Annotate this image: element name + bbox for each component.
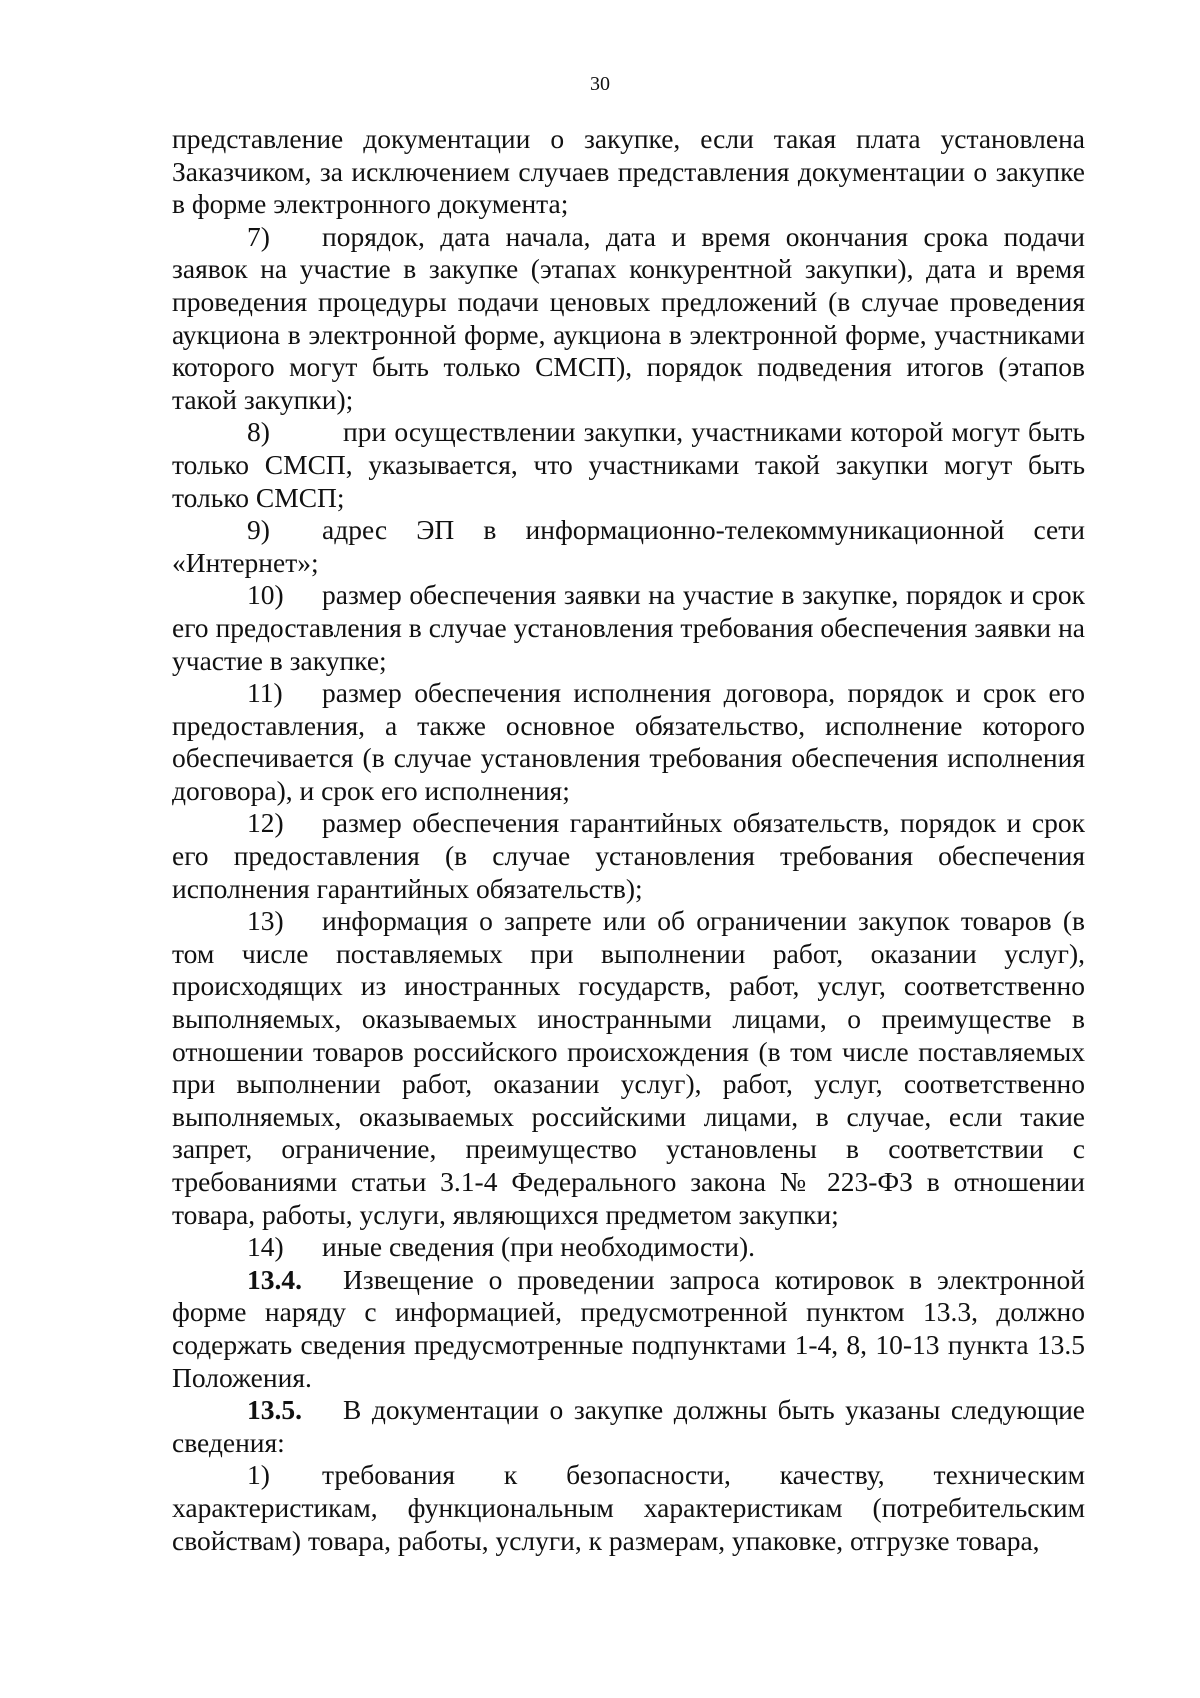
clause-number: 13.4. xyxy=(247,1263,302,1295)
list-item-14 xyxy=(172,1231,1085,1264)
list-item-number: 14) xyxy=(247,1231,284,1263)
paragraph-text: представление документации о закупке, если такая плата установлена Заказчиком, за исключением случаев представления документации о закупке в форме электронного документа; xyxy=(172,123,1085,220)
clause-text: В документации о закупке должны быть указаны следующие сведения: xyxy=(172,1394,1085,1458)
clause-13-4 xyxy=(172,1264,1085,1394)
paragraph-continuation xyxy=(172,123,1085,221)
list-item-text: требования к безопасности, качеству, техническим характеристикам, функциональным характеристикам (потребительским свойствам) товара, работы, услуги, к размерам, упаковке, отгрузке товара, xyxy=(172,1459,1085,1556)
list-item-text: иные сведения (при необходимости). xyxy=(322,1231,756,1263)
list-item-13 xyxy=(172,905,1085,1231)
list-item-text: адрес ЭП в информационно-телекоммуникационной сети «Интернет»; xyxy=(172,514,1085,578)
list-item-text: размер обеспечения исполнения договора, порядок и срок его предоставления, а также основное обязательство, исполнение которого обеспечивается (в случае установления требования обеспечения исполнения договора), и срок его исполнения; xyxy=(172,677,1085,806)
list-item-text: размер обеспечения гарантийных обязательств, порядок и срок его предоставления (в случае установления требования обеспечения исполнения гарантийных обязательств); xyxy=(172,807,1085,904)
list-item-7 xyxy=(172,221,1085,417)
clause-text: Извещение о проведении запроса котировок в электронной форме наряду с информацией, предусмотренной пунктом 13.3, должно содержать сведения предусмотренные подпунктами 1-4, 8, 10-13 пункта 13.5 Положения. xyxy=(172,1263,1085,1393)
list-item-9 xyxy=(172,514,1085,579)
list-item-number: 7) xyxy=(247,220,270,252)
list-item-number: 11) xyxy=(247,677,283,709)
list-item-number: 8) xyxy=(247,416,270,448)
list-item-number: 1) xyxy=(247,1459,270,1491)
list-item-text: порядок, дата начала, дата и время окончания срока подачи заявок на участие в закупке (этапах конкурентной закупки), дата и время проведения процедуры подачи ценовых предложений (в случае проведения аукциона в электронной форме, аукциона в электронной форме, участниками которого могут быть только СМСП), порядок подведения итогов (этапов такой закупки); xyxy=(172,220,1085,415)
list-item-10 xyxy=(172,579,1085,677)
clause-13-5 xyxy=(172,1394,1085,1459)
list-item-text: информация о запрете или об ограничении закупок товаров (в том числе поставляемых при выполнении работ, оказании услуг), происходящих из иностранных государств, работ, услуг, соответственно выполняемых, оказываемых иностранными лицами, о преимуществе в отношении товаров российского происхождения (в том числе поставляемых при выполнении работ, оказании услуг), работ, услуг, соответственно выполняемых, оказываемых российскими лицами, в случае, если такие запрет, ограничение, преимущество установлены в соответствии с требованиями статьи 3.1-4 Федерального закона № 223-ФЗ в отношении товара, работы, услуги, являющихся предметом закупки; xyxy=(172,905,1085,1230)
list-item-8 xyxy=(172,416,1085,514)
list-item-text: при осуществлении закупки, участниками которой могут быть только СМСП, указывается, что участниками такой закупки могут быть только СМСП; xyxy=(172,416,1085,513)
list-item-11 xyxy=(172,677,1085,807)
list-item-number: 10) xyxy=(247,579,284,611)
list-item-number: 9) xyxy=(247,514,270,546)
list-item-12 xyxy=(172,807,1085,905)
list-item-1 xyxy=(172,1459,1085,1557)
list-item-number: 12) xyxy=(247,807,284,839)
list-item-text: размер обеспечения заявки на участие в закупке, порядок и срок его предоставления в случае установления требования обеспечения заявки на участие в закупке; xyxy=(172,579,1085,676)
clause-number: 13.5. xyxy=(247,1394,302,1426)
document-body xyxy=(172,123,1085,1557)
page-number: 30 xyxy=(590,73,610,95)
list-item-number: 13) xyxy=(247,905,284,937)
